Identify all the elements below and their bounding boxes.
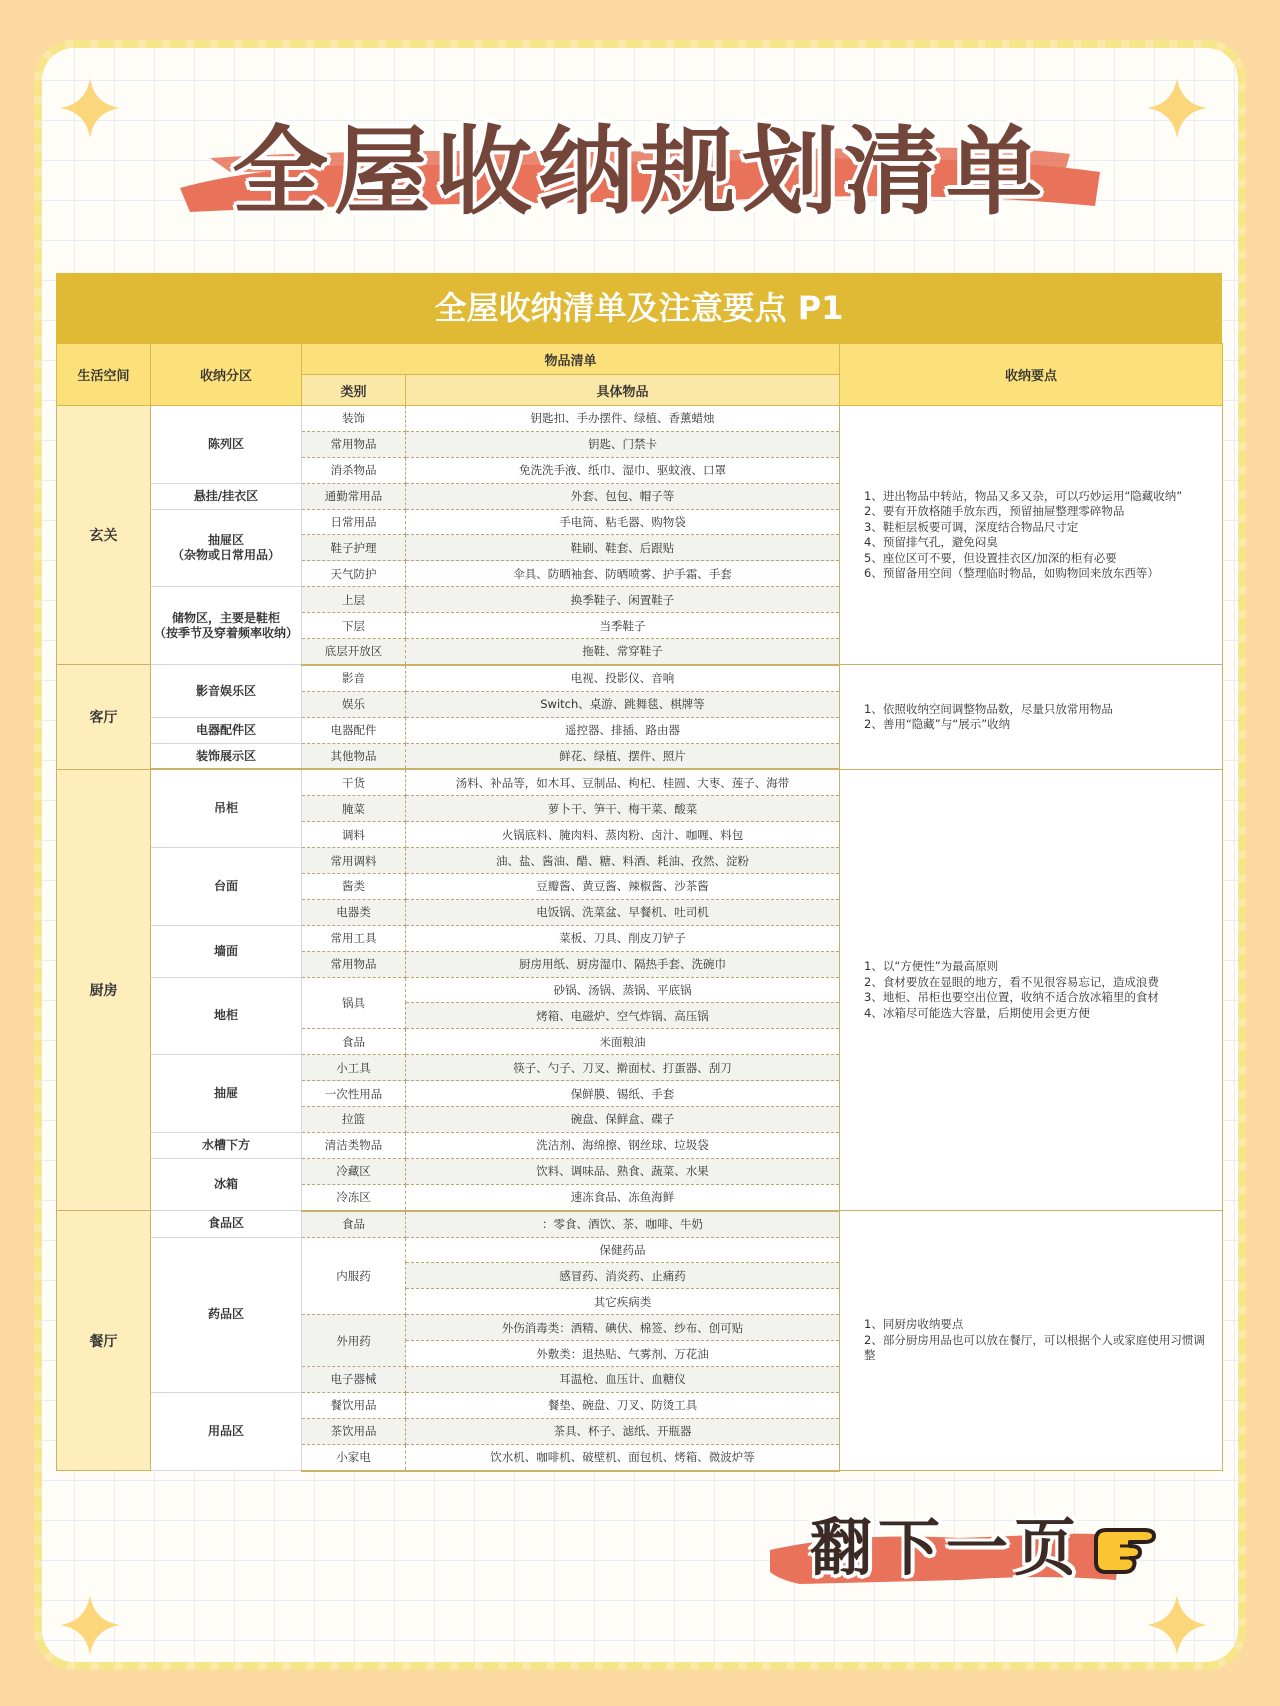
space-cell: 厨房 bbox=[57, 769, 151, 1210]
zone-cell: 影音娱乐区 bbox=[151, 665, 302, 717]
item-cell: 米面粮油 bbox=[406, 1029, 840, 1055]
storage-list-table bbox=[56, 343, 1223, 1472]
zone-cell: 悬挂/挂衣区 bbox=[151, 483, 302, 509]
item-cell: 速冻食品、冻鱼海鲜 bbox=[406, 1184, 840, 1210]
category-cell: 干货 bbox=[302, 769, 406, 795]
category-cell: 食品 bbox=[302, 1029, 406, 1055]
sparkle-icon bbox=[1147, 1595, 1207, 1655]
tip-line: 2、部分厨房用品也可以放在餐厅，可以根据个人或家庭使用习惯调整 bbox=[864, 1332, 1205, 1363]
tip-line: 1、依照收纳空间调整物品数，尽量只放常用物品 bbox=[864, 701, 1113, 716]
category-cell: 常用物品 bbox=[302, 431, 406, 457]
item-cell: 外伤消毒类：酒精、碘伏、棉签、纱布、创可贴 bbox=[406, 1315, 840, 1341]
item-cell: 其它疾病类 bbox=[406, 1289, 840, 1315]
item-cell: 外敷类：退热贴、气雾剂、万花油 bbox=[406, 1341, 840, 1367]
item-cell: 拖鞋、常穿鞋子 bbox=[406, 639, 840, 665]
category-cell: 娱乐 bbox=[302, 691, 406, 717]
table-row bbox=[57, 769, 1223, 795]
category-cell: 常用物品 bbox=[302, 951, 406, 977]
tip-line: 2、要有开放格随手放东西，预留抽屉整理零碎物品 bbox=[864, 504, 1125, 519]
item-cell: 手电筒、粘毛器、购物袋 bbox=[406, 509, 840, 535]
item-cell: 碗盘、保鲜盒、碟子 bbox=[406, 1107, 840, 1133]
storage-table bbox=[56, 273, 1222, 1472]
item-cell: 豆瓣酱、黄豆酱、辣椒酱、沙茶酱 bbox=[406, 874, 840, 900]
category-cell: 其他物品 bbox=[302, 743, 406, 769]
item-cell: 感冒药、消炎药、止痛药 bbox=[406, 1263, 840, 1289]
item-cell: 鞋刷、鞋套、后跟贴 bbox=[406, 535, 840, 561]
table-row bbox=[57, 1211, 1223, 1237]
zone-cell: 储物区，主要是鞋柜 （按季节及穿着频率收纳） bbox=[151, 587, 302, 665]
zone-cell: 药品区 bbox=[151, 1237, 302, 1392]
header-items: 物品清单 bbox=[302, 344, 840, 375]
space-cell: 客厅 bbox=[57, 665, 151, 770]
item-cell: 菜板、刀具、削皮刀铲子 bbox=[406, 925, 840, 951]
title-banner bbox=[170, 88, 1110, 228]
category-cell: 清洁类物品 bbox=[302, 1132, 406, 1158]
category-cell: 调料 bbox=[302, 822, 406, 848]
tips-cell bbox=[840, 769, 1223, 1210]
item-cell: 餐垫、碗盘、刀叉、防烫工具 bbox=[406, 1392, 840, 1418]
space-cell: 餐厅 bbox=[57, 1211, 151, 1471]
header-category: 类别 bbox=[302, 375, 406, 406]
item-cell: ：零食、酒饮、茶、咖啡、牛奶 bbox=[406, 1211, 840, 1237]
item-cell: 火锅底料、腌肉料、蒸肉粉、卤汁、咖喱、料包 bbox=[406, 822, 840, 848]
zone-cell: 电器配件区 bbox=[151, 717, 302, 743]
zone-cell: 水槽下方 bbox=[151, 1132, 302, 1158]
category-cell: 装饰 bbox=[302, 406, 406, 432]
header-zone: 收纳分区 bbox=[151, 344, 302, 406]
category-cell: 通勤常用品 bbox=[302, 483, 406, 509]
table-row bbox=[57, 406, 1223, 432]
item-cell: 伞具、防晒袖套、防晒喷雾、护手霜、手套 bbox=[406, 561, 840, 587]
header-specific: 具体物品 bbox=[406, 375, 840, 406]
item-cell: 鲜花、绿植、摆件、照片 bbox=[406, 743, 840, 769]
zone-cell: 陈列区 bbox=[151, 406, 302, 484]
tip-line: 1、以“方便性”为最高原则 bbox=[864, 959, 999, 974]
category-cell: 内服药 bbox=[302, 1237, 406, 1315]
zone-cell: 墙面 bbox=[151, 925, 302, 977]
category-cell: 外用药 bbox=[302, 1315, 406, 1367]
category-cell: 常用调料 bbox=[302, 848, 406, 874]
zone-cell: 台面 bbox=[151, 848, 302, 926]
category-cell: 常用工具 bbox=[302, 925, 406, 951]
item-cell: 保鲜膜、锡纸、手套 bbox=[406, 1081, 840, 1107]
category-cell: 食品 bbox=[302, 1211, 406, 1237]
category-cell: 冷藏区 bbox=[302, 1158, 406, 1184]
item-cell: 钥匙扣、手办摆件、绿植、香薰蜡烛 bbox=[406, 406, 840, 432]
zone-cell: 地柜 bbox=[151, 977, 302, 1055]
item-cell: 遥控器、排插、路由器 bbox=[406, 717, 840, 743]
next-page-label: 翻下一页 bbox=[810, 1511, 1083, 1584]
table-title: 全屋收纳清单及注意要点 P1 bbox=[56, 273, 1222, 343]
tips-cell bbox=[840, 665, 1223, 770]
item-cell: 萝卜干、笋干、梅干菜、酸菜 bbox=[406, 796, 840, 822]
item-cell: 电饭锅、洗菜盆、早餐机、吐司机 bbox=[406, 899, 840, 925]
item-cell: 饮料、调味品、熟食、蔬菜、水果 bbox=[406, 1158, 840, 1184]
item-cell: 耳温枪、血压计、血糖仪 bbox=[406, 1366, 840, 1392]
tip-line: 6、预留备用空间（整理临时物品，如购物回来放东西等） bbox=[864, 566, 1159, 581]
category-cell: 锅具 bbox=[302, 977, 406, 1029]
category-cell: 拉篮 bbox=[302, 1107, 406, 1133]
tip-line: 3、地柜、吊柜也要空出位置，收纳不适合放冰箱里的食材 bbox=[864, 990, 1159, 1005]
item-cell: 油、盐、酱油、醋、糖、料酒、耗油、孜然、淀粉 bbox=[406, 848, 840, 874]
zone-cell: 食品区 bbox=[151, 1211, 302, 1237]
category-cell: 酱类 bbox=[302, 874, 406, 900]
item-cell: 茶具、杯子、滤纸、开瓶器 bbox=[406, 1418, 840, 1444]
sparkle-icon bbox=[60, 1595, 120, 1655]
zone-cell: 抽屉区 （杂物或日常用品） bbox=[151, 509, 302, 587]
category-cell: 小家电 bbox=[302, 1444, 406, 1470]
sparkle-icon bbox=[60, 78, 120, 138]
tip-line: 2、善用“隐藏”与“展示”收纳 bbox=[864, 717, 1011, 732]
item-cell: 免洗洗手液、纸巾、湿巾、驱蚊液、口罩 bbox=[406, 457, 840, 483]
category-cell: 冷冻区 bbox=[302, 1184, 406, 1210]
header-tips: 收纳要点 bbox=[840, 344, 1223, 406]
category-cell: 日常用品 bbox=[302, 509, 406, 535]
item-cell: 当季鞋子 bbox=[406, 613, 840, 639]
category-cell: 鞋子护理 bbox=[302, 535, 406, 561]
item-cell: 钥匙、门禁卡 bbox=[406, 431, 840, 457]
item-cell: 烤箱、电磁炉、空气炸锅、高压锅 bbox=[406, 1003, 840, 1029]
category-cell: 腌菜 bbox=[302, 796, 406, 822]
next-page-banner[interactable] bbox=[760, 1480, 1180, 1600]
category-cell: 消杀物品 bbox=[302, 457, 406, 483]
pointing-hand-icon bbox=[1090, 1510, 1170, 1580]
sparkle-icon bbox=[1147, 78, 1207, 138]
item-cell: 电视、投影仪、音响 bbox=[406, 665, 840, 691]
zone-cell: 吊柜 bbox=[151, 769, 302, 847]
item-cell: 砂锅、汤锅、蒸锅、平底锅 bbox=[406, 977, 840, 1003]
category-cell: 茶饮用品 bbox=[302, 1418, 406, 1444]
table-row bbox=[57, 665, 1223, 691]
category-cell: 天气防护 bbox=[302, 561, 406, 587]
tips-cell bbox=[840, 1211, 1223, 1471]
tip-line: 1、同厨房收纳要点 bbox=[864, 1317, 964, 1332]
item-cell: 筷子、勺子、刀叉、擀面杖、打蛋器、刮刀 bbox=[406, 1055, 840, 1081]
item-cell: 洗洁剂、海绵擦、钢丝球、垃圾袋 bbox=[406, 1132, 840, 1158]
tip-line: 1、进出物品中转站，物品又多又杂，可以巧妙运用“隐藏收纳” bbox=[864, 488, 1183, 503]
category-cell: 下层 bbox=[302, 613, 406, 639]
space-cell: 玄关 bbox=[57, 406, 151, 665]
category-cell: 电子器械 bbox=[302, 1366, 406, 1392]
zone-cell: 抽屉 bbox=[151, 1055, 302, 1133]
tip-line: 4、冰箱尽可能选大容量，后期使用会更方便 bbox=[864, 1005, 1090, 1020]
zone-cell: 装饰展示区 bbox=[151, 743, 302, 769]
tips-cell bbox=[840, 406, 1223, 665]
category-cell: 电器配件 bbox=[302, 717, 406, 743]
zone-cell: 用品区 bbox=[151, 1392, 302, 1470]
category-cell: 电器类 bbox=[302, 899, 406, 925]
tip-line: 4、预留排气孔，避免闷臭 bbox=[864, 535, 998, 550]
tip-line: 5、座位区可不要，但设置挂衣区/加深的柜有必要 bbox=[864, 550, 1117, 565]
item-cell: 厨房用纸、厨房湿巾、隔热手套、洗碗巾 bbox=[406, 951, 840, 977]
category-cell: 影音 bbox=[302, 665, 406, 691]
item-cell: 换季鞋子、闲置鞋子 bbox=[406, 587, 840, 613]
item-cell: 汤料、补品等，如木耳、豆制品、枸杞、桂圆、大枣、莲子、海带 bbox=[406, 769, 840, 795]
category-cell: 餐饮用品 bbox=[302, 1392, 406, 1418]
page-title: 全屋收纳规划清单 bbox=[232, 116, 1048, 228]
category-cell: 上层 bbox=[302, 587, 406, 613]
category-cell: 底层开放区 bbox=[302, 639, 406, 665]
item-cell: 保健药品 bbox=[406, 1237, 840, 1263]
zone-cell: 冰箱 bbox=[151, 1158, 302, 1210]
item-cell: 外套、包包、帽子等 bbox=[406, 483, 840, 509]
header-space: 生活空间 bbox=[57, 344, 151, 406]
item-cell: Switch、桌游、跳舞毯、棋牌等 bbox=[406, 691, 840, 717]
category-cell: 一次性用品 bbox=[302, 1081, 406, 1107]
category-cell: 小工具 bbox=[302, 1055, 406, 1081]
item-cell: 饮水机、咖啡机、破壁机、面包机、烤箱、微波炉等 bbox=[406, 1444, 840, 1470]
tip-line: 2、食材要放在显眼的地方，看不见很容易忘记，造成浪费 bbox=[864, 974, 1159, 989]
tip-line: 3、鞋柜层板要可调，深度结合物品尺寸定 bbox=[864, 519, 1079, 534]
